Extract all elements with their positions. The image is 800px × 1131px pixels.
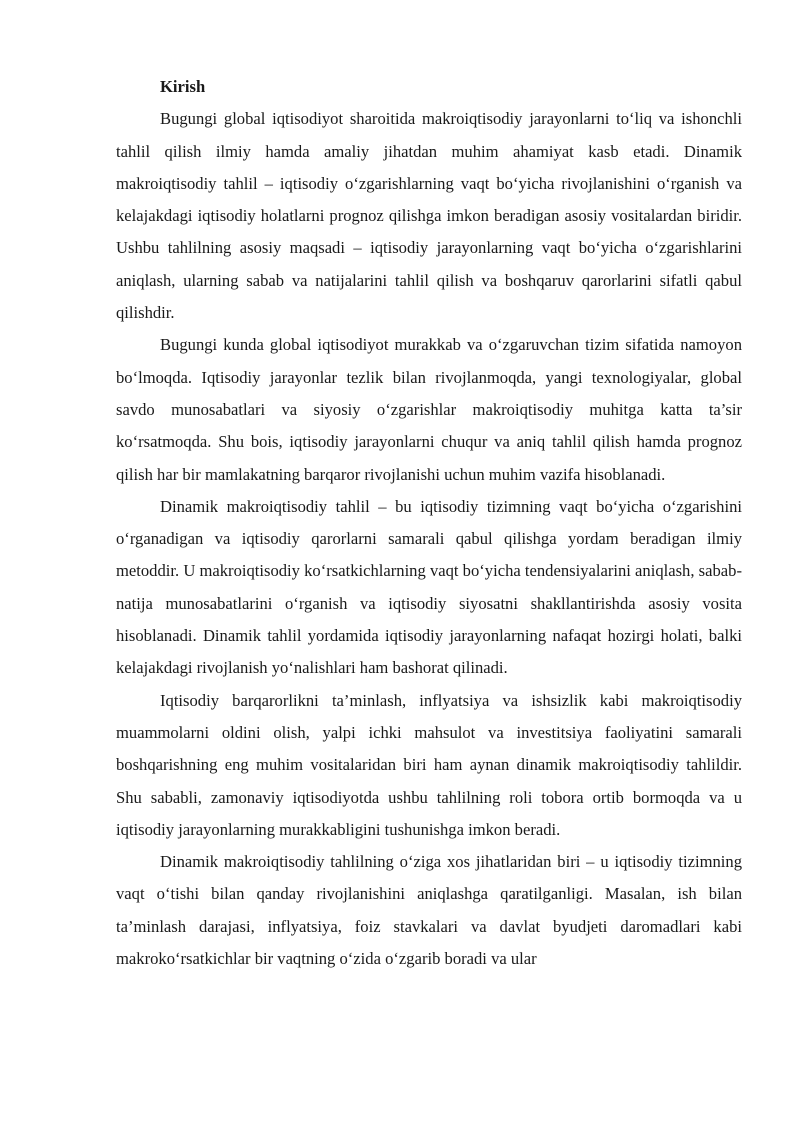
section-heading: Kirish [160, 77, 206, 96]
paragraph-2: Bugungi kunda global iqtisodiyot murakkab va o‘zgaruvchan tizim sifatida namoyon bo‘lmoqda. Iqtisodiy jarayonlar tezlik bilan rivojlanmoqda, yangi texnologiyalar, global savdo munosabatlari va siyosiy o‘zgarishlar makroiqtisodiy muhitga katta ta’sir ko‘rsatmoqda. Shu bois, iqtisodiy jarayonlarni chuqur va aniq tahlil qilish hamda prognoz qilish har bir mamlakatning barqaror rivojlanishi uchun muhim vazifa hisoblanadi. [116, 335, 742, 484]
paragraph-4: Iqtisodiy barqarorlikni ta’minlash, inflyatsiya va ishsizlik kabi makroiqtisodiy muammolarni oldini olish, yalpi ichki mahsulot va investitsiya faoliyatini samarali boshqarishning eng muhim vositalaridan biri ham aynan dinamik makroiqtisodiy tahlildir. Shu sababli, zamonaviy iqtisodiyotda ushbu tahlilning roli tobora ortib bormoqda va u iqtisodiy jarayonlarning murakkabligini tushunishga imkon beradi. [116, 690, 742, 839]
document-body [116, 71, 742, 975]
paragraph-1: Bugungi global iqtisodiyot sharoitida makroiqtisodiy jarayonlarni to‘liq va ishonchli tahlil qilish ilmiy hamda amaliy jihatdan muhim ahamiyat kasb etadi. Dinamik makroiqtisodiy tahlil – iqtisodiy o‘zgarishlarning vaqt bo‘yicha rivojlanishini o‘rganish va kelajakdagi iqtisodiy holatlarni prognoz qilishga imkon beradigan asosiy vositalardan biridir. Ushbu tahlilning asosiy maqsadi – iqtisodiy jarayonlarning vaqt bo‘yicha o‘zgarishlarini aniqlash, ularning sabab va natijalarini tahlil qilish va boshqaruv qarorlarini sifatli qabul qilishdir. [116, 109, 742, 323]
paragraph-5: Dinamik makroiqtisodiy tahlilning o‘ziga xos jihatlaridan biri – u iqtisodiy tizimning vaqt o‘tishi bilan qanday rivojlanishini aniqlashga qaratilganligi. Masalan, ish bilan ta’minlash darajasi, inflyatsiya, foiz stavkalari va davlat byudjeti daromadlari kabi makroko‘rsatkichlar bir vaqtning o‘zida o‘zgarib boradi va ular [116, 852, 742, 969]
paragraph-3: Dinamik makroiqtisodiy tahlil – bu iqtisodiy tizimning vaqt bo‘yicha o‘zgarishini o‘rganadigan va iqtisodiy qarorlarni samarali qabul qilishga yordam beradigan ilmiy metoddir. U makroiqtisodiy ko‘rsatkichlarning vaqt bo‘yicha tendensiyalarini aniqlash, sabab-natija munosabatlarini o‘rganish va iqtisodiy siyosatni shakllantirishda asosiy vosita hisoblanadi. Dinamik tahlil yordamida iqtisodiy jarayonlarning nafaqat hozirgi holati, balki kelajakdagi rivojlanish yo‘nalishlari ham bashorat qilinadi. [116, 496, 742, 678]
